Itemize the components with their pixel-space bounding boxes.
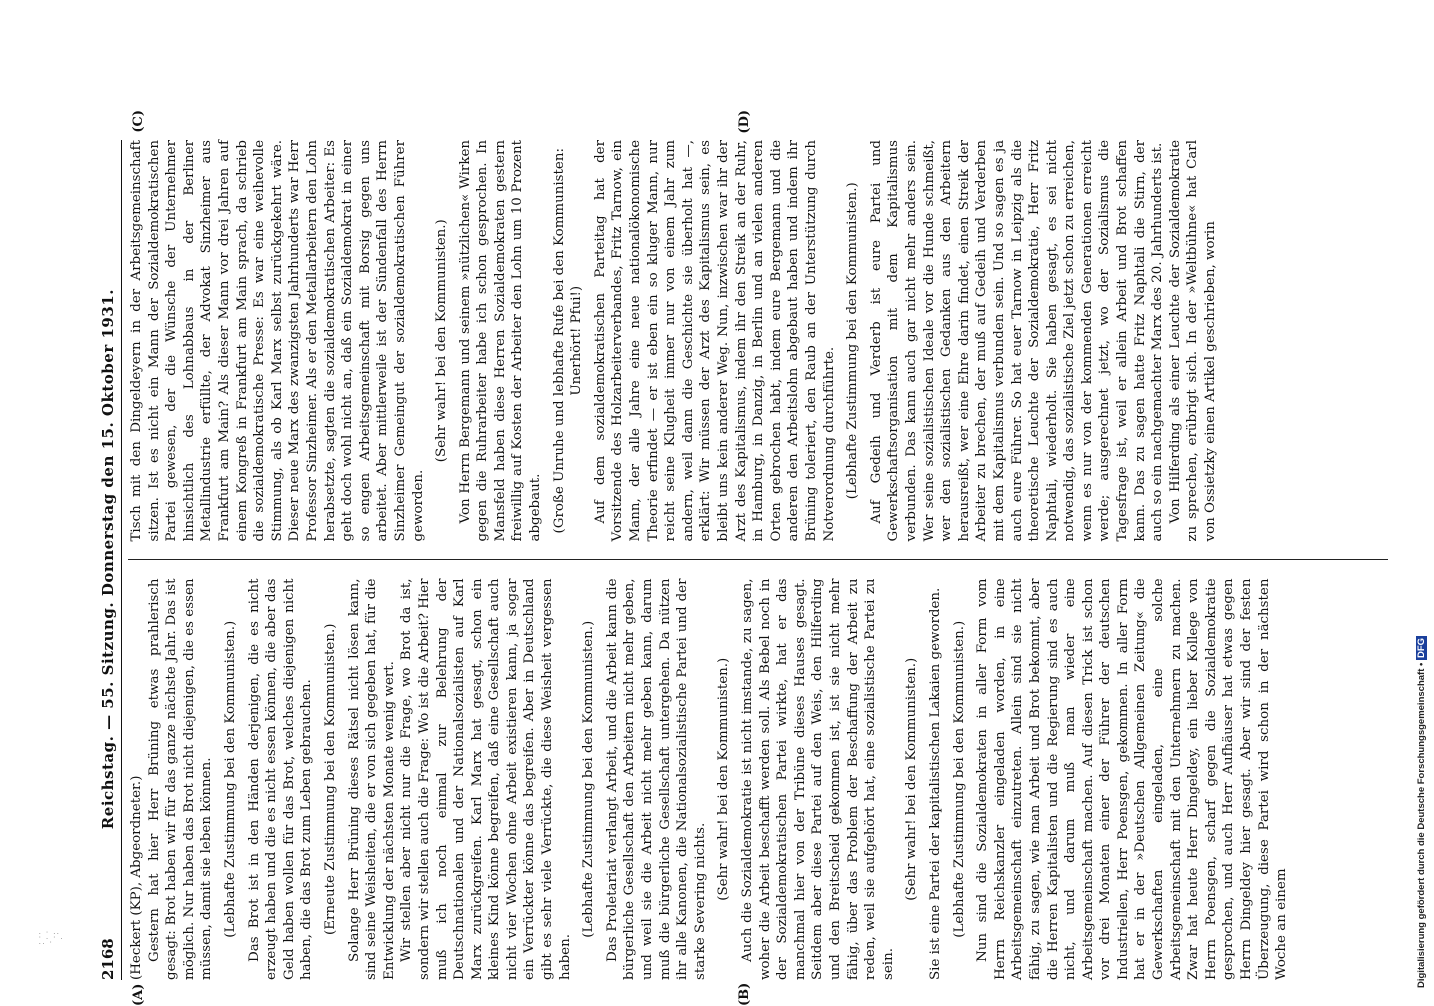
right-column-interjection: (Lebhafte Zustimmung bei den Kommunisten.) [845, 182, 861, 500]
left-column-interjection: (Lebhafte Zustimmung bei den Kommunisten.) [222, 620, 238, 938]
margin-mark-b: (B) [737, 982, 752, 1006]
left-column-interjection: (Lebhafte Zustimmung bei den Kommunisten.) [951, 620, 967, 938]
margin-mark-c: (C) [131, 110, 146, 133]
left-column-interjection: (Sehr wahr! bei den Kommunisten.) [716, 657, 732, 901]
left-column-paragraph: (Heckert (KP), Abgeordneter.) [129, 775, 144, 980]
right-column [128, 110, 1388, 542]
left-column-interjection: (Lebhafte Zustimmung bei den Kommunisten.) [581, 620, 597, 938]
margin-mark-d: (D) [737, 110, 752, 134]
credit-text: Digitalisierung gefördert durch die Deutsche Forschungsgemeinschaft • [1416, 662, 1427, 988]
left-column-paragraph: Solange Herr Brüning dieses Rätsel nicht lösen kann, sind seine Weisheiten, die er von sich gegeben hat, für die Entwicklung der nächsten Monate wenig wert. [346, 578, 397, 980]
page-title: Reichstag. — 55. Sitzung. Donnerstag den 15. Oktober 1931. [99, 289, 117, 830]
left-column-paragraph: Nun sind die Sozialdemokraten in aller Form vom Herrn Reichskanzler eingeladen worden, in eine Arbeitsgemeinschaft einzutreten. Allein sind sie nicht fähig, zu sagen, wie man Arbeit und Brot bekommt, aber die Herren Kapitalisten und die Regierung sind es auch nicht, und darum muß man wieder eine Arbeitsgemeinschaft machen. Auf diesen Trick ist schon vor drei Monaten einer der Führer der deutschen Industriellen, Herr Poensgen, gekommen. In aller Form hat er in der »Deutschen Allgemeinen Zeitung« die Gewerkschaften eingeladen, eine solche Arbeitsgemeinschaft mit den Unternehmern zu machen. Zwar hat heute Herr Dingeldey, ein lieber Kollege von Herrn Poensgen, scharf gegen die Sozialdemokratie gesprochen, und auch Herr Aufhäuser hat etwas gegen Herrn Dingeldey hier gesagt. Aber wir sind der festen Überzeugung, diese Partei wird schon in der nächsten Woche an einem [975, 578, 1290, 980]
right-column-interjection: (Große Unruhe und lebhafte Rufe bei den Kommunisten: Unerhört! Pfui!) [551, 148, 585, 534]
left-column-interjection: (Sehr wahr! bei den Kommunisten.) [904, 657, 920, 901]
left-column-paragraph: Sie ist eine Partei der kapitalistischen Lakaien geworden. [927, 587, 943, 980]
scan-noise: . · .. · . · . .. · [38, 929, 64, 946]
left-column-paragraph: Das Proletariat verlangt Arbeit, und die Arbeit kann die bürgerliche Gesellschaft den Arbeitern nicht mehr geben, und weil sie die Arbeit nicht mehr geben kann, darum muß die bürgerliche Gesellschaft untergehen. Da nützen ihr alle Kanonen, die Nationalsozialistische Partei und der starke Severing nichts. [604, 578, 708, 980]
left-column [128, 578, 1388, 1006]
right-column-paragraph: Auf dem sozialdemokratischen Parteitag hat der Vorsitzende des Holzarbeiterverbandes, Fritz Tarnow, ein Mann, der alle Jahre eine neue nationalökonomische Theorie erfindet — er ist eben ein so kluger Mann, nur reicht seine Klugheit immer nur von einem Jahr zum andern, weil dann die Geschichte sie überholt hat —, erklärt: Wir müssen der Arzt des Kapitalismus sein, es bleibt uns kein anderer Weg. Nun, inzwischen war ihr der Arzt des Kapitalismus, indem ihr den Streik an der Ruhr, in Hamburg, in Danzig, in Berlin und an vielen anderen Orten gebrochen habt, indem eure Bergemann und die anderen den Arbeitslohn abgebaut haben und indem ihr Brüning toleriert, den Raub an der Unterstützung durch Notverordnung durchführte. [592, 140, 837, 542]
left-column-paragraph: Gestern hat hier Herr Brüning etwas prahlerisch gesagt: Brot haben wir für das ganze nächste Jahr. Das ist möglich. Nur haben das Brot nicht diejenigen, die es essen müssen, damit sie leben können. [146, 578, 215, 980]
right-column-paragraph: Tisch mit den Dingeldeyern in der Arbeitsgemeinschaft sitzen. Ist es nicht ein Mann der Sozialdemokratischen Partei gewesen, der die Wünsche der Unternehmer hinsichtlich des Lohnabbaus in der Berliner Metallindustrie erfüllte, der Advokat Sinzheimer aus Frankfurt am Main? Als dieser Mann vor drei Jahren auf einem Kongreß in Frankfurt am Main sprach, da schrieb die sozialdemokratische Presse: Es war eine weihevolle Stimmung, als ob Karl Marx selbst zurückgekehrt wäre. Dieser neue Marx des zwanzigsten Jahrhunderts war Herr Professor Sinzheimer. Als er den Metallarbeitern den Lohn herabsetzte, sagten die sozialdemokratischen Arbeiter: Es geht doch wohl nicht an, daß ein Sozialdemokrat in einer so engen Arbeitsgemeinschaft mit Borsig gegen uns arbeitet. Aber mittlerweile ist der Sündenfall des Herrn Sinzheimer Gemeingut der sozialdemokratischen Führer geworden. [129, 140, 426, 542]
margin-mark-a: (A) [131, 983, 146, 1006]
dfg-logo: DFG [1416, 637, 1427, 659]
text-columns [128, 110, 1388, 1006]
right-column-paragraph: Von Herrn Bergemann und seinem »nützlichen« Wirken gegen die Ruhrarbeiter habe ich schon gesprochen. In Mansfeld haben diese Herren Sozialdemokraten gestern freiwillig auf Kosten der Arbeiter den Lohn um 10 Prozent abgebaut. [457, 140, 544, 542]
column-divider [128, 560, 1388, 561]
left-column-paragraph: Auch die Sozialdemokratie ist nicht imstande, zu sagen, woher die Arbeit beschafft werden soll. Als Bebel noch in der Sozialdemokratischen Partei wirkte, hat er das manchmal hier von der Tribüne dieses Hauses gesagt. Seitdem aber diese Partei auf den Weis, den Hilferding und den Breitscheid gekommen ist, ist sie nicht mehr fähig, über das Problem der Beschaffung der Arbeit zu reden, weil sie aufgehört hat, eine sozialistische Partei zu sein. [740, 578, 896, 980]
right-column-paragraph: Von Hilferding als einer Leuchte der Sozialdemokratie zu sprechen, erübrigt sich. In der »Weltbühne« hat Carl von Ossietzky einen Artikel geschrieben, worin [1167, 140, 1219, 542]
right-column-paragraph: Auf Gedeih und Verderb ist eure Partei und Gewerkschaftsorganisation mit dem Kapitalismus verbunden. Das kann auch gar nicht mehr anders sein. Wer seine sozialistischen Ideale vor die Hunde schmeißt, wer den sozialistischen Gedanken aus den Arbeitern herausreißt, wer eine Ehre darin findet, einen Streik der Arbeiter zu brechen, der muß auf Gedeih und Verderben mit dem Kapitalismus verbunden sein. Und so sagen es ja auch eure Führer. So hat euer Tarnow in Leipzig als die theoretische Leuchte der Sozialdemokratie, Herr Fritz Naphtali, wiederholt. Sie haben gesagt, es sei nicht notwendig, das sozialistische Ziel jetzt schon zu erreichen, wenn es nur von der kommenden Generationen erreicht werde; ausgerechnet jetzt, wo der Sozialismus die Tagesfrage ist, weil er allein Arbeit und Brot schaffen kann. Das zu sagen hatte Fritz Naphtali die Stirn, der auch so ein nachgemachter Marx des 20. Jahrhunderts ist. [868, 140, 1166, 542]
page-header [98, 140, 122, 980]
left-column-paragraph: Das Brot ist in den Händen derjenigen, die es nicht erzeugt haben und die es nicht essen können, die aber das Geld haben wollen für das Brot, welches diejenigen nicht haben, die das Brot zum Leben gebrauchen. [246, 578, 315, 980]
left-column-interjection: (Erneute Zustimmung bei den Kommunisten.) [322, 623, 338, 935]
page-number: 2168 [99, 938, 117, 980]
document-page [90, 110, 1410, 1006]
left-column-paragraph: Wir stellen aber nicht nur die Frage, wo Brot da ist, sondern wir stellen auch die Frage: Wo ist die Arbeit? Hier muß ich noch einmal zur Belehrung der Deutschnationalen und der Nationalsozialisten auf Karl Marx zurückgreifen. Karl Marx hat gesagt, schon ein kleines Kind könne begreifen, daß eine Gesellschaft auch nicht vier Wochen ohne Arbeit existieren kann, ja sogar ein Verrückter könne das begreifen. Aber in Deutschland gibt es sehr viele Verrückte, die diese Weisheit vergessen haben. [399, 578, 573, 980]
digitization-credit [1416, 636, 1427, 988]
right-column-interjection: (Sehr wahr! bei den Kommunisten.) [434, 219, 450, 463]
